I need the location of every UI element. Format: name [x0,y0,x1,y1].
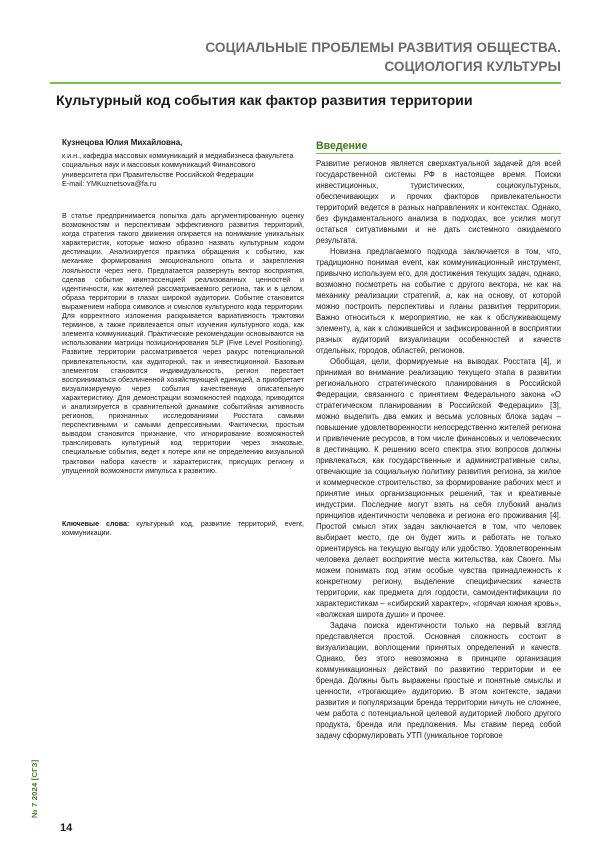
author-block [62,138,302,189]
intro-paragraph-1: Развитие регионов является сверхактуальной задачей для всей государственной системы РФ в настоящее время. Поиски инвестиционных, туристических, социокультурных, обеспечивающих и прочих факторов привлекательности территорий ведется в разных направлениях и контекстах. Однако, без фундаментального анализа в подходах, все усилия могут остаться ситуативными и не дать системного ожидаемого результата. [316,159,561,245]
author-email: E-mail: YMKuznetsova@fa.ru [62,179,157,189]
keywords-text: культурный код, развитие территорий, event, коммуникации. [62,520,304,538]
abstract: В статье предпринимается попытка дать аргументированную оценку возможностям и перспективам эффективного развития территорий, когда стратегия такого движения опирается на понимание уникальных характеристик, которые можно образно назвать культурным кодом дестинации. Анализируется практика обращения к событию, как механике формирования эмоционального опыта и закрепления лояльности через него. Предлагается развернуть вектор восприятия, сделав событие квинтэссенцией реализованных ценностей и идентичности, как жителей рассматриваемого региона, так и в целом, образа территории в глазах широкой аудитории. Событие становится выражением набора символов и смыслов культурного кода территории. Для корректного изложения раскрывается вариативность трактовки терминов, а также привлекается опыт изучения культурного кода, как элемента коммуникаций. Практические рекомендации основываются на использовании матрицы позиционирования 5LP (Five Level Positioning). Развитие территории рассматривается через ракурс потенциальной привлекательности, как аудиторной, так и инвестиционной. Базовым элементом становится индивидуальность, регион перестает восприниматься обезличенной хозяйствующей единицей, а приобретает визуализируемую через события качественную описательную характеристику. Для демонстрации возможностей подхода, приводится и анализируется в сравнительной динамике событийная активность регионов, признанных исследованиями Росстата самыми перспективными и самыми депрессивными. Фактически, простым выводом становится признание, что игнорирование возможностей транслировать культурный код территории через знаковые, специальные события, ведет к потере или не определению визуальной трактовки набора качеств и характеристик, присущих региону и упущенной возможности импульса к развитию. [62,212,304,475]
intro-paragraph-4: Задача поиска идентичности только на первый взгляд представляется простой. Основная сложность состоит в визуализации, воплощении принятых определений и качеств. Однако, без этого невозможна в принципе организация коммуникационных действий по развитию территории и ее бренда. Должны быть выражены простые и понятные смыслы и ценности, «трогающие» аудиторию. В этом контексте, задачи развития и популяризации бренда территории ничуть не сложнее, чем работа с потенциальной целевой аудиторией любого другого продукта, бренда или предложения. Мы ставим перед собой задачу сформулировать УТП (уникальное торговое [316,621,561,740]
header-line-2: СОЦИОЛОГИЯ КУЛЬТУРЫ [384,59,561,74]
page-number: 14 [60,822,73,834]
keywords-label: Ключевые слова: [62,520,130,528]
journal-section-header [205,38,561,76]
article-title: Культурный код события как фактор развития территории [56,93,473,109]
intro-body [316,158,561,848]
section-divider [316,153,561,154]
author-name: Кузнецова Юлия Михайловна, [62,138,183,147]
author-position: к.и.н., кафедра массовых коммуникаций и медиабизнеса факультета социальных наук и массовых коммуникаций Финансового университета при Правительстве Российской Федерации [62,150,294,179]
issue-label-text: № 7 2024 [СГЗ] [30,759,39,818]
intro-paragraph-3: Обобщая, цели, формируемые на выводах Росстата [4], и принимая во внимание реализацию текущего этапа в развитии регионального стратегического планирования в Российской Федерации, связанного с принятием Федерального закона «О стратегическом планировании в Российской Федерации» [3], можно выделить два емких и весьма условных блока задач – повышение удовлетворенности непосредственно жителей региона и привлечение ресурсов, в том числе финансовых и человеческих в дестинацию. К решению всего спектра этих вопросов должны привлекаться, как государственные и административные силы, отвечающие за социальную политику развития региона, за жилое и коммерческое строительство, за формирование рабочих мест и принятие иных организационных решений, так и креативные индустрии. Последние могут взять на себя глубокий анализ принципов идентичности человека и региона его проживания [4]. Простой смысл этих задач заключается в том, что человек выбирает место, где он будет жить и работать не только ориентируясь на текущую выгоду или удобство. Удовлетворенным человека делает восприятие места жительства, как Своего. Мы можем понимать под этим особые чувства принадлежность к конкретному региону, выделение специфических качеств территории, как предмета для гордости, самоидентификации по характеристикам – «сибирский характер», «горячая южная кровь», «волжская широта души» и прочее. [316,357,561,619]
intro-paragraph-2: Новизна предлагаемого подхода заключается в том, что, традиционно понимая event, как коммуникационный инструмент, привычно используем его, для достижения текущих задач, однако, возможно посмотреть на событие с другого вектора, не как на механику реализации стратегий, а, как на основу, от которой можно построить перспективы и планы развития территории. Важно относиться к мероприятию, не как к обслуживающему элементу, а, как к сложившейся и зафиксированной в восприятии разных аудиторий визуализации особенностей и качеств отдельных, городов, областей, регионов. [316,247,561,355]
header-divider [50,82,561,84]
header-line-1: СОЦИАЛЬНЫЕ ПРОБЛЕМЫ РАЗВИТИЯ ОБЩЕСТВА. [205,40,561,55]
issue-side-label [28,742,40,818]
section-heading-intro: Введение [316,140,368,152]
keywords [62,520,304,538]
